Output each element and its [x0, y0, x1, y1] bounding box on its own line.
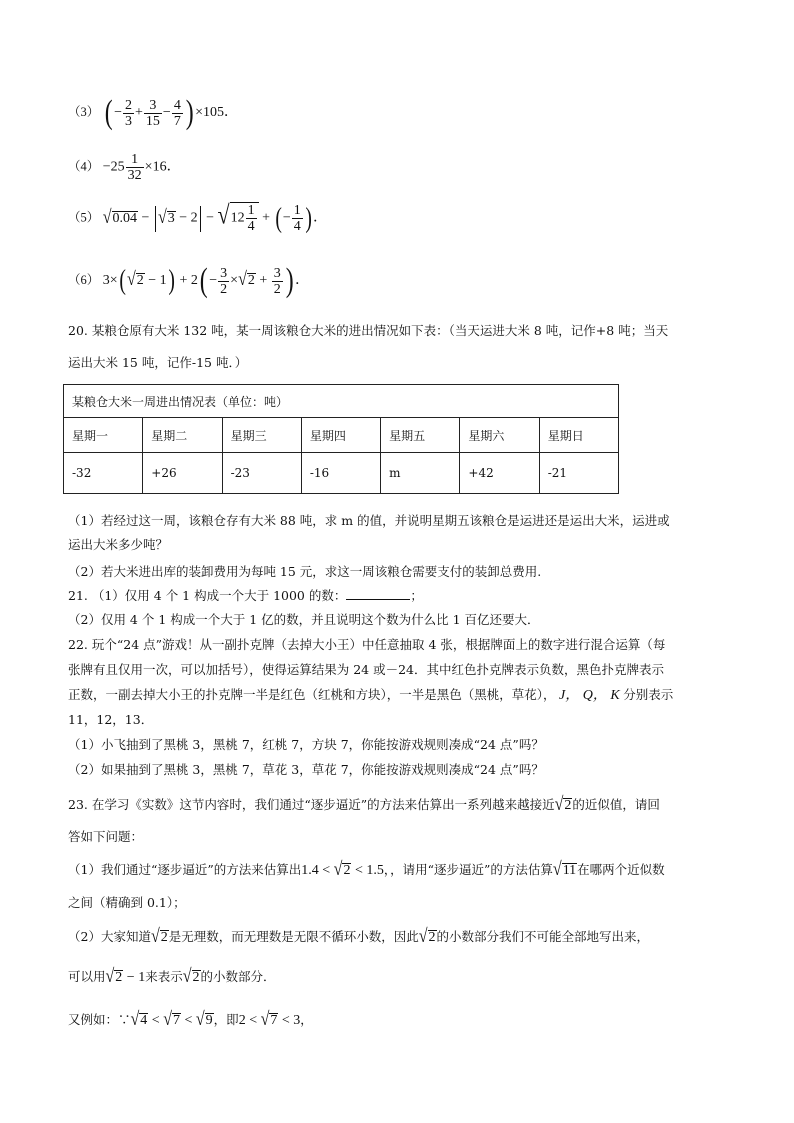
- problem-19-3: （3） ( − $\frac{2}{3}$ + $\frac{3}{15}$ − $\frac{4}{7}$ ) ×105．: [68, 94, 239, 131]
- mixed-integer: −25: [102, 159, 125, 175]
- problem-19-6: （6） 3×(√2 − 1) + 2( − $\frac{3}{2}$ ×√2 + $\frac{3}{2}$ ) ．: [68, 262, 310, 299]
- table-header-cell: 星期四: [301, 418, 380, 453]
- q20-part1-line1: （1）若经过这一周，该粮仓存有大米 88 吨，求 m 的值，并说明星期五该粮仓是运进还是运出大米，运进或: [68, 513, 670, 528]
- table-header-cell: 星期日: [539, 418, 618, 453]
- problem-19-5: （5） √0.04 − √3 − 2 − √12 $\frac{1}{4}$ + (− $\frac{1}{4}$ )．: [68, 199, 328, 234]
- table-cell: +42: [460, 453, 539, 494]
- expression-tail: ×16．: [144, 159, 181, 175]
- table-cell: -21: [539, 453, 618, 494]
- table-header-cell: 星期六: [460, 418, 539, 453]
- q21-part2: （2）仅用 4 个 1 构成一个大于 1 亿的数，并且说明这个数为什么比 1 百亿还要大．: [68, 612, 540, 627]
- table-cell: -16: [301, 453, 380, 494]
- q23-part1-mid: ，请用“逐步逼近”的方法估算: [390, 862, 553, 877]
- table-cell: -32: [64, 453, 143, 494]
- q23-part2-text: （2）大家知道: [68, 929, 151, 944]
- answer-blank[interactable]: [346, 587, 410, 600]
- item-label: （3）: [68, 105, 100, 120]
- table-header-cell: 星期五: [381, 418, 460, 453]
- q23-line2: 答如下问题：: [68, 829, 144, 844]
- q23-example-mid: ，即: [213, 1012, 239, 1027]
- q23-part2-line2: 可以用√2 − 1来表示√2的小数部分．: [68, 966, 276, 987]
- table-header-row: [64, 418, 619, 453]
- table-value-row: [64, 453, 619, 494]
- table-header-cell: 星期三: [222, 418, 301, 453]
- q20-part2: （2）若大米进出库的装卸费用为每吨 15 元，求这一周该粮仓需要支付的装卸总费用.: [68, 564, 542, 579]
- q22-line2: 张牌有且仅用一次，可以加括号），使得运算结果为 24 或－24．其中红色扑克牌表示负数，黑色扑克牌表示: [68, 662, 665, 677]
- q22-question2: （2）如果抽到了黑桃 3，黑桃 7，草花 3，草花 7，你能按游戏规则凑成“24 点”吗？: [68, 762, 544, 777]
- q22-line3-text: 正数，一副去掉大小王的扑克牌一半是红色（红桃和方块），一半是黑色（黑桃，草花），: [68, 687, 556, 702]
- item-label: （5）: [68, 210, 100, 225]
- q22-line1: 22. 玩个“24 点”游戏！从一副扑克牌（去掉大小王）中任意抽取 4 张，根据牌面上的数字进行混合运算（每: [68, 637, 666, 652]
- problem-19-4: （4） −25 $\frac{1}{32}$ ×16．: [68, 152, 181, 183]
- q22-question1: （1）小飞抽到了黑桃 3，黑桃 7，红桃 7，方块 7，你能按游戏规则凑成“24 点”吗？: [68, 737, 544, 752]
- table-header-cell: 星期一: [64, 418, 143, 453]
- table-cell: +26: [143, 453, 222, 494]
- table-header-cell: 星期二: [143, 418, 222, 453]
- q20-intro-line2: 运出大米 15 吨，记作-15 吨．）: [68, 355, 248, 370]
- q23-part2-line2-tail: 的小数部分．: [200, 969, 276, 984]
- q21-part1-text: 21. （1）仅用 4 个 1 构成一个大于 1000 的数：: [68, 588, 347, 603]
- table-cell: m: [381, 453, 460, 494]
- q23-part2-mid: 是无理数，而无理数是无限不循环小数，因此: [168, 929, 419, 944]
- q23-part1-text: （1）我们通过“逐步逼近”的方法来估算出: [68, 862, 302, 877]
- grain-table: [63, 384, 619, 494]
- q22-line3-tail: 分别表示: [623, 687, 674, 702]
- q23-part2-line2-text: 可以用: [68, 969, 106, 984]
- q20-part1-line2: 运出大米多少吨？: [68, 537, 169, 552]
- q21-part1-end: ；: [410, 588, 423, 603]
- card-letters: J， Q， K: [555, 688, 624, 703]
- expression-tail: ×105．: [195, 105, 239, 121]
- item-label: （4）: [68, 159, 100, 174]
- q23-example: 又例如：∵√4 < √7 < √9，即2 < √7 < 3，: [68, 1009, 313, 1030]
- item-label: （6）: [68, 273, 100, 288]
- q23-part1-tail: 在哪两个近似数: [577, 862, 665, 877]
- q23-line1-tail: 的近似值，请回: [572, 797, 660, 812]
- q23-part2: （2）大家知道√2是无理数，而无理数是无限不循环小数，因此√2的小数部分我们不可能全部地写出来，: [68, 926, 650, 947]
- q23-line1: 23. 在学习《实数》这节内容时，我们通过“逐步逼近”的方法来估算出一系列越来越接近√2的近似值，请回: [68, 794, 660, 815]
- q23-part2-line2-mid: 来表示: [145, 969, 183, 984]
- q23-part2-tail: 的小数部分我们不可能全部地写出来，: [436, 929, 650, 944]
- q22-line3: [68, 686, 673, 705]
- q20-intro-line1: 20. 某粮仓原有大米 132 吨，某一周该粮仓大米的进出情况如下表：（当天运进大米 8 吨，记作+8 吨；当天: [68, 323, 669, 338]
- q23-part1-line2: 之间（精确到 0.1）；: [68, 895, 186, 910]
- q23-example-text: 又例如：∵: [68, 1012, 131, 1027]
- table-caption: 某粮仓大米一周进出情况表（单位：吨）: [64, 385, 619, 418]
- q21-part1: [68, 587, 423, 605]
- table-cell: -23: [222, 453, 301, 494]
- q22-line4: 11，12，13．: [68, 712, 154, 727]
- q23-part1: （1）我们通过“逐步逼近”的方法来估算出1.4 < √2 < 1.5，，请用“逐步逼近”的方法估算√11在哪两个近似数: [68, 859, 665, 880]
- q23-line1-text: 23. 在学习《实数》这节内容时，我们通过“逐步逼近”的方法来估算出一系列越来越接近: [68, 797, 555, 812]
